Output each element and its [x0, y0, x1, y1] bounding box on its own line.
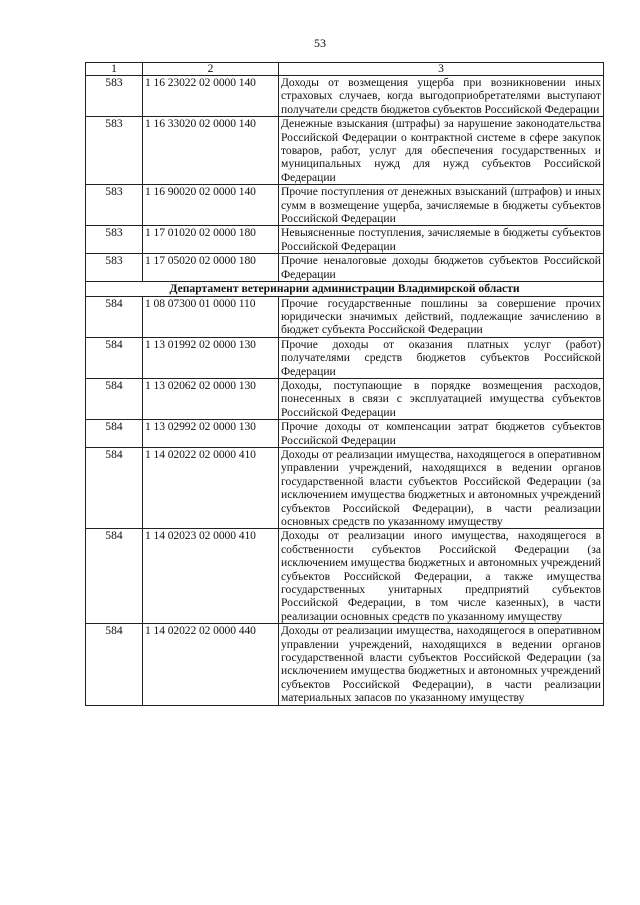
description-cell: Прочие неналоговые доходы бюджетов субъектов Российской Федерации: [279, 254, 604, 282]
budget-code-cell: 1 17 05020 02 0000 180: [143, 254, 279, 282]
table-row: [86, 296, 604, 337]
table-row: [86, 447, 604, 528]
table-row: [86, 76, 604, 117]
table-row: [86, 226, 604, 254]
table-row: [86, 254, 604, 282]
admin-code-cell: 584: [86, 420, 143, 448]
admin-code-cell: 584: [86, 447, 143, 528]
budget-code-cell: 1 16 23022 02 0000 140: [143, 76, 279, 117]
column-header-budget-code: 2: [143, 63, 279, 76]
table-row: [86, 117, 604, 185]
table-row: [86, 185, 604, 226]
description-cell: Доходы от возмещения ущерба при возникновении иных страховых случаев, когда выгодоприобретателями выступают получатели средств бюджетов субъектов Российской Федерации: [279, 76, 604, 117]
description-cell: Прочие поступления от денежных взысканий (штрафов) и иных сумм в возмещение ущерба, зачисляемые в бюджеты субъектов Российской Федерации: [279, 185, 604, 226]
table-row: [86, 337, 604, 378]
description-cell: Прочие государственные пошлины за совершение прочих юридически значимых действий, подлежащие зачислению в бюджет субъекта Российской Федерации: [279, 296, 604, 337]
budget-code-cell: 1 14 02023 02 0000 410: [143, 529, 279, 624]
description-cell: Невыясненные поступления, зачисляемые в бюджеты субъектов Российской Федерации: [279, 226, 604, 254]
table-row: [86, 378, 604, 419]
admin-code-cell: 584: [86, 337, 143, 378]
budget-code-cell: 1 17 01020 02 0000 180: [143, 226, 279, 254]
description-cell: Прочие доходы от оказания платных услуг (работ) получателями средств бюджетов субъектов Российской Федерации: [279, 337, 604, 378]
admin-code-cell: 583: [86, 254, 143, 282]
table-row: [86, 420, 604, 448]
description-cell: Доходы от реализации имущества, находящегося в оперативном управлении учреждений, находящихся в ведении органов государственной власти субъектов Российской Федерации (за исключением имущества бюджетных и автономных учреждений субъектов Российской Федерации), в части реализации материальных запасов по указанному имуществу: [279, 624, 604, 705]
description-cell: Доходы от реализации иного имущества, находящегося в собственности субъектов Российской Федерации (за исключением имущества бюджетных и автономных учреждений субъектов Российской Федерации, а также имущества государственных унитарных предприятий субъектов Российской Федерации, в том числе казенных), в части реализации основных средств по указанному имуществу: [279, 529, 604, 624]
column-header-description: 3: [279, 63, 604, 76]
admin-code-cell: 583: [86, 117, 143, 185]
admin-code-cell: 583: [86, 226, 143, 254]
budget-code-cell: 1 16 90020 02 0000 140: [143, 185, 279, 226]
admin-code-cell: 584: [86, 378, 143, 419]
section-row: [86, 282, 604, 296]
budget-code-cell: 1 14 02022 02 0000 410: [143, 447, 279, 528]
header-row: [86, 63, 604, 76]
budget-code-cell: 1 13 02992 02 0000 130: [143, 420, 279, 448]
admin-code-cell: 583: [86, 76, 143, 117]
section-title: Департамент ветеринарии администрации Владимирской области: [86, 282, 604, 296]
admin-code-cell: 584: [86, 296, 143, 337]
budget-code-cell: 1 08 07300 01 0000 110: [143, 296, 279, 337]
admin-code-cell: 584: [86, 529, 143, 624]
revenue-classification-table: [85, 62, 604, 706]
budget-code-cell: 1 13 02062 02 0000 130: [143, 378, 279, 419]
page-number: 53: [314, 36, 326, 50]
admin-code-cell: 584: [86, 624, 143, 705]
description-cell: Доходы, поступающие в порядке возмещения расходов, понесенных в связи с эксплуатацией имущества субъектов Российской Федерации: [279, 378, 604, 419]
description-cell: Доходы от реализации имущества, находящегося в оперативном управлении учреждений, находящихся в ведении органов государственной власти субъектов Российской Федерации (за исключением имущества бюджетных и автономных учреждений субъектов Российской Федерации), в части реализации основных средств по указанному имуществу: [279, 447, 604, 528]
table-row: [86, 529, 604, 624]
budget-code-cell: 1 16 33020 02 0000 140: [143, 117, 279, 185]
column-header-admin-code: 1: [86, 63, 143, 76]
budget-code-cell: 1 14 02022 02 0000 440: [143, 624, 279, 705]
description-cell: Денежные взыскания (штрафы) за нарушение законодательства Российской Федерации о контрактной системе в сфере закупок товаров, работ, услуг для обеспечения государственных и муниципальных нужд для нужд субъектов Российской Федерации: [279, 117, 604, 185]
description-cell: Прочие доходы от компенсации затрат бюджетов субъектов Российской Федерации: [279, 420, 604, 448]
budget-code-cell: 1 13 01992 02 0000 130: [143, 337, 279, 378]
admin-code-cell: 583: [86, 185, 143, 226]
table-row: [86, 624, 604, 705]
